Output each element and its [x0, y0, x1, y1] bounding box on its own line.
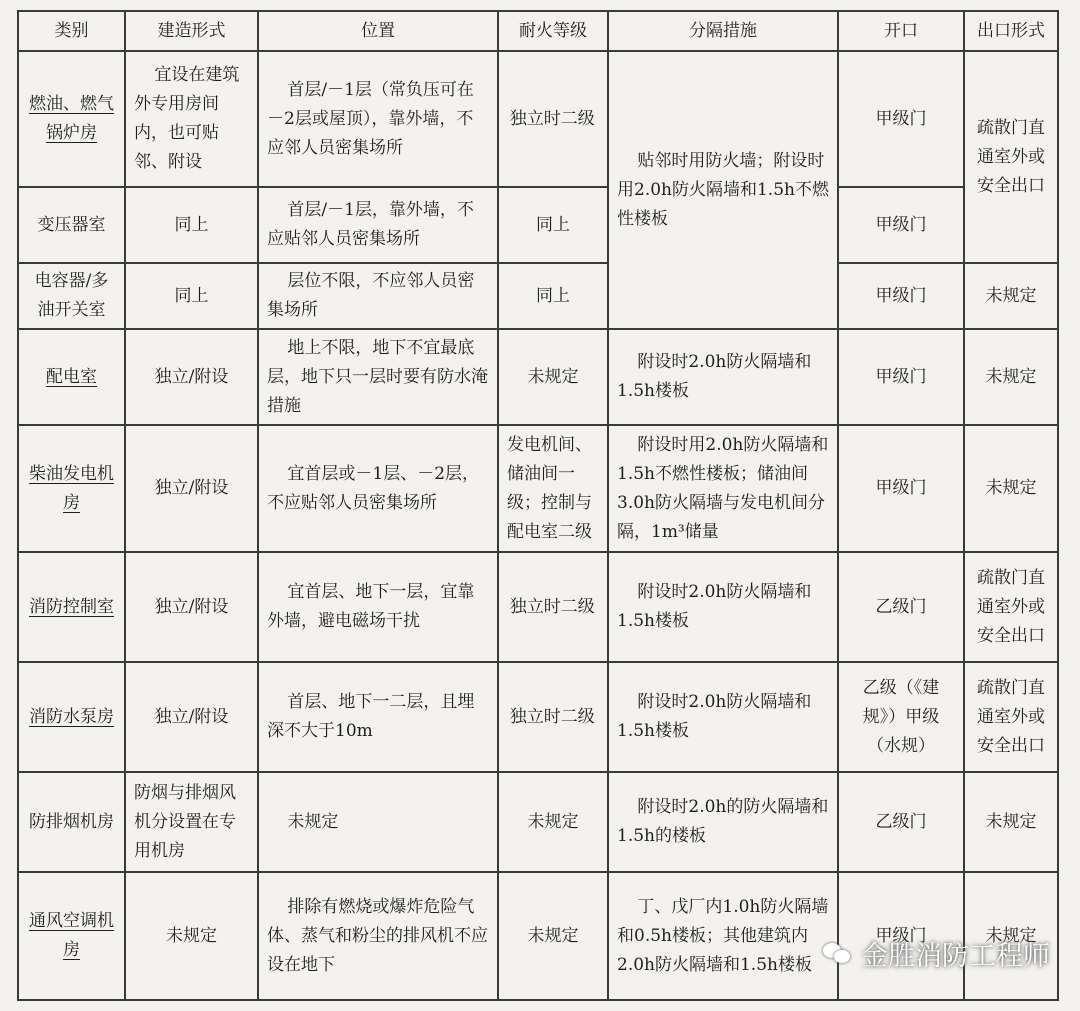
- header-position: 位置: [258, 11, 498, 51]
- table-row: [18, 552, 1058, 662]
- cell-form: 独立/附设: [125, 425, 258, 552]
- cell-position: 首层、地下一二层，且埋深不大于10m: [258, 662, 498, 772]
- cell-form: 独立/附设: [125, 552, 258, 662]
- fire-room-table: [17, 10, 1059, 1001]
- cell-exit: 未规定: [964, 872, 1058, 1000]
- cell-fire-rating: 独立时二级: [498, 552, 608, 662]
- cell-exit-merged: 疏散门直通室外或安全出口: [964, 51, 1058, 263]
- cell-separation: 丁、戊厂内1.0h防火隔墙和0.5h楼板；其他建筑内2.0h防火隔墙和1.5h楼板: [608, 872, 838, 1000]
- table-row: [18, 662, 1058, 772]
- watermark-text: 金胜消防工程师: [861, 941, 1050, 972]
- header-separation: 分隔措施: [608, 11, 838, 51]
- cell-form: 未规定: [125, 872, 258, 1000]
- table-row: [18, 329, 1058, 425]
- cell-opening: 乙级门: [838, 552, 964, 662]
- cell-form: 防烟与排烟风机分设置在专用机房: [125, 772, 258, 872]
- cell-opening: 乙级（《建规》）甲级（水规）: [838, 662, 964, 772]
- header-category: 类别: [18, 11, 125, 51]
- cell-category: 变压器室: [18, 187, 125, 263]
- table-row: [18, 187, 1058, 263]
- cell-category: 消防水泵房: [18, 662, 125, 772]
- cell-fire-rating: 未规定: [498, 772, 608, 872]
- cell-separation: 附设时2.0h防火隔墙和1.5h楼板: [608, 662, 838, 772]
- cell-position: 未规定: [258, 772, 498, 872]
- cell-fire-rating: 未规定: [498, 329, 608, 425]
- cell-exit: 未规定: [964, 263, 1058, 329]
- cell-separation: 附设时用2.0h防火隔墙和1.5h不燃性楼板；储油间3.0h防火隔墙与发电机间分隔，1m³储量: [608, 425, 838, 552]
- cell-opening: 甲级门: [838, 329, 964, 425]
- table-row: [18, 263, 1058, 329]
- cell-category: 电容器/多油开关室: [18, 263, 125, 329]
- header-opening: 开口: [838, 11, 964, 51]
- cell-opening: 甲级门: [838, 51, 964, 187]
- cell-category: 燃油、燃气锅炉房: [18, 51, 125, 187]
- cell-form: 宜设在建筑外专用房间内，也可贴邻、附设: [125, 51, 258, 187]
- cell-position: 排除有燃烧或爆炸危险气体、蒸气和粉尘的排风机不应设在地下: [258, 872, 498, 1000]
- header-fire-rating: 耐火等级: [498, 11, 608, 51]
- cell-form: 独立/附设: [125, 329, 258, 425]
- cell-position: 宜首层或－1层、－2层，不应贴邻人员密集场所: [258, 425, 498, 552]
- cell-fire-rating: 发电机间、储油间一级；控制与配电室二级: [498, 425, 608, 552]
- cell-opening: 甲级门: [838, 187, 964, 263]
- cell-exit: 未规定: [964, 772, 1058, 872]
- cell-position: 首层/－1层（常负压可在－2层或屋顶），靠外墙，不应邻人员密集场所: [258, 51, 498, 187]
- cell-exit: 未规定: [964, 425, 1058, 552]
- cell-opening: 甲级门: [838, 872, 964, 1000]
- cell-exit: 疏散门直通室外或安全出口: [964, 552, 1058, 662]
- watermark: [823, 934, 1050, 973]
- cell-separation: 附设时2.0h防火隔墙和1.5h楼板: [608, 329, 838, 425]
- cell-fire-rating: 同上: [498, 263, 608, 329]
- cell-category: 配电室: [18, 329, 125, 425]
- cell-opening: 甲级门: [838, 425, 964, 552]
- cell-form: 同上: [125, 187, 258, 263]
- cell-exit: 疏散门直通室外或安全出口: [964, 662, 1058, 772]
- cell-position: 首层/－1层，靠外墙，不应贴邻人员密集场所: [258, 187, 498, 263]
- cell-exit: 未规定: [964, 329, 1058, 425]
- cell-opening: 甲级门: [838, 263, 964, 329]
- cell-category: 消防控制室: [18, 552, 125, 662]
- cell-position: 层位不限，不应邻人员密集场所: [258, 263, 498, 329]
- cell-position: 宜首层、地下一层，宜靠外墙，避电磁场干扰: [258, 552, 498, 662]
- cell-category: 防排烟机房: [18, 772, 125, 872]
- cell-fire-rating: 独立时二级: [498, 662, 608, 772]
- cell-separation-merged: 贴邻时用防火墙；附设时用2.0h防火隔墙和1.5h不燃性楼板: [608, 51, 838, 329]
- header-exit: 出口形式: [964, 11, 1058, 51]
- cell-fire-rating: 未规定: [498, 872, 608, 1000]
- cell-form: 同上: [125, 263, 258, 329]
- cell-position: 地上不限，地下不宜最底层，地下只一层时要有防水淹措施: [258, 329, 498, 425]
- table-row: [18, 772, 1058, 872]
- cell-opening: 乙级门: [838, 772, 964, 872]
- table-row: [18, 425, 1058, 552]
- cell-fire-rating: 同上: [498, 187, 608, 263]
- cell-fire-rating: 独立时二级: [498, 51, 608, 187]
- header-row: [18, 11, 1058, 51]
- cell-category: 柴油发电机房: [18, 425, 125, 552]
- cell-category: 通风空调机房: [18, 872, 125, 1000]
- cell-separation: 附设时2.0h的防火隔墙和1.5h的楼板: [608, 772, 838, 872]
- header-form: 建造形式: [125, 11, 258, 51]
- cell-form: 独立/附设: [125, 662, 258, 772]
- table-row: [18, 51, 1058, 187]
- wechat-icon: [823, 941, 853, 967]
- cell-separation: 附设时2.0h防火隔墙和1.5h楼板: [608, 552, 838, 662]
